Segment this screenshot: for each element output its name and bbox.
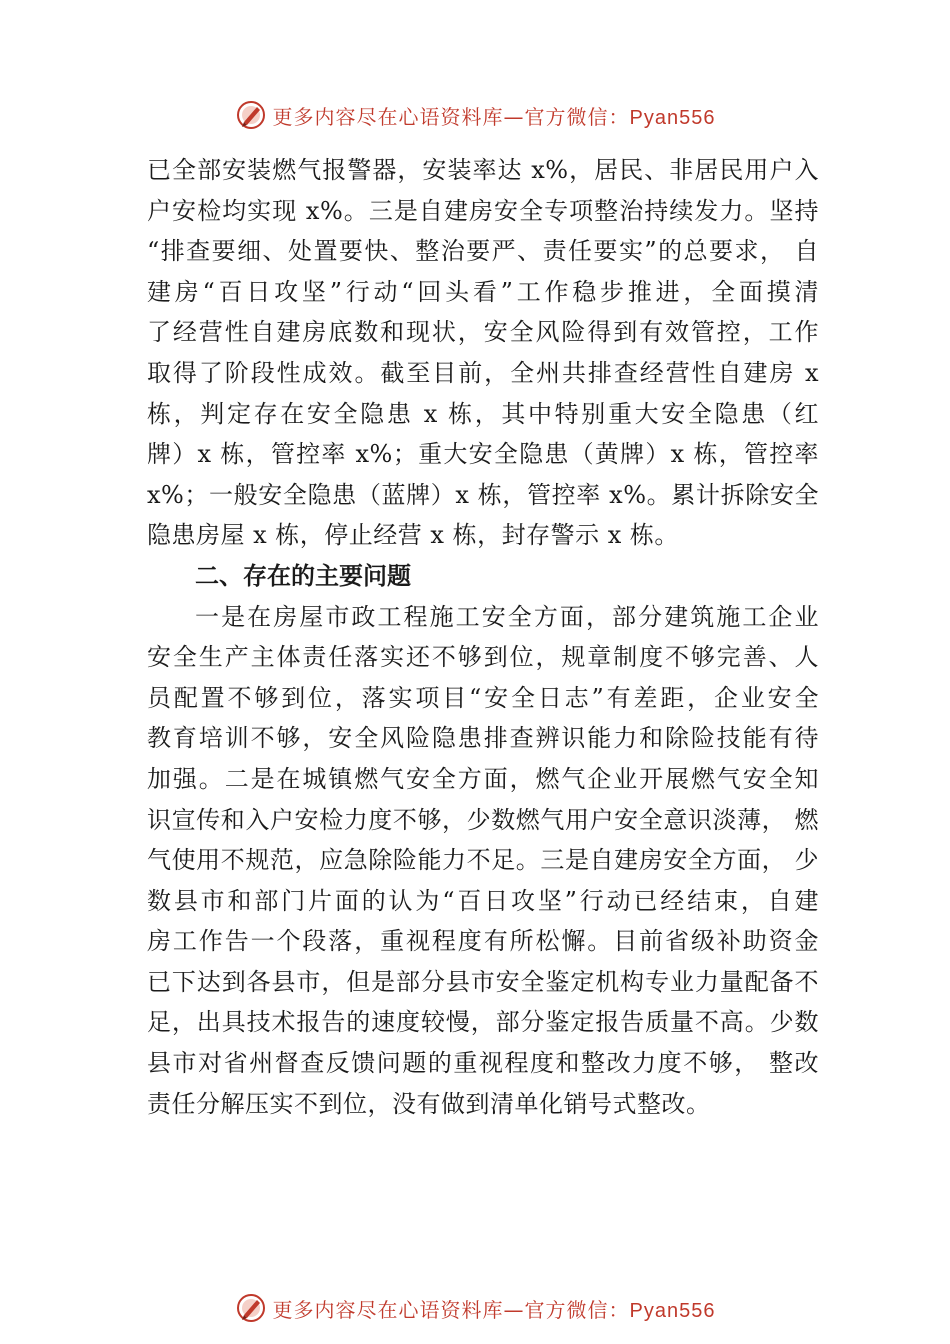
text-line: 员配置不够到位，落实项目“安全日志”有差距，企业安全 bbox=[147, 683, 819, 712]
banner-text: 更多内容尽在心语资料库—官方微信： bbox=[272, 104, 630, 129]
text-line: 责任分解压实不到位，没有做到清单化销号式整改。 bbox=[147, 1089, 711, 1118]
document-body bbox=[147, 150, 819, 1124]
wechat-id: Pyan556 bbox=[629, 106, 716, 129]
text-line: 已下达到各县市，但是部分县市安全鉴定机构专业力量配备不 bbox=[147, 967, 819, 996]
text-line: 教育培训不够，安全风险隐患排查辨识能力和除险技能有待 bbox=[147, 724, 819, 753]
text-line: 足，出具技术报告的速度较慢，部分鉴定报告质量不高。少数 bbox=[147, 1008, 819, 1037]
pen-logo-icon bbox=[235, 1292, 267, 1324]
text-line: 栋，判定存在安全隐患 x 栋，其中特别重大安全隐患（红 bbox=[147, 399, 819, 428]
text-line: 了经营性自建房底数和现状，安全风险得到有效管控，工作 bbox=[147, 318, 819, 347]
text-line: 加强。二是在城镇燃气安全方面，燃气企业开展燃气安全知 bbox=[147, 764, 819, 793]
paragraph-problems bbox=[147, 597, 819, 1125]
text-line: x%；一般安全隐患（蓝牌）x 栋，管控率 x%。累计拆除安全 bbox=[147, 480, 819, 509]
text-line: “排查要细、处置要快、整治要严、责任要实”的总要求， 自 bbox=[147, 237, 819, 266]
text-line: 气使用不规范，应急除险能力不足。三是自建房安全方面， 少 bbox=[147, 846, 819, 875]
text-line: 识宣传和入户安检力度不够，少数燃气用户安全意识淡薄， 燃 bbox=[147, 805, 819, 834]
banner-text: 更多内容尽在心语资料库—官方微信： bbox=[272, 1297, 630, 1322]
text-line: 牌）x 栋，管控率 x%；重大安全隐患（黄牌）x 栋，管控率 bbox=[147, 440, 819, 469]
text-line: 取得了阶段性成效。截至目前，全州共排查经营性自建房 x bbox=[147, 358, 819, 387]
text-line: 一是在房屋市政工程施工安全方面，部分建筑施工企业 bbox=[195, 602, 819, 631]
pen-logo-icon bbox=[235, 99, 267, 131]
text-line: 房工作告一个段落，重视程度有所松懈。目前省级补助资金 bbox=[147, 927, 819, 956]
header-banner bbox=[0, 95, 950, 135]
text-line: 数县市和部门片面的认为“百日攻坚”行动已经结束，自建 bbox=[147, 886, 819, 915]
text-line: 安全生产主体责任落实还不够到位，规章制度不够完善、人 bbox=[147, 643, 819, 672]
text-line: 隐患房屋 x 栋，停止经营 x 栋，封存警示 x 栋。 bbox=[147, 521, 679, 550]
text-line: 建房“百日攻坚”行动“回头看”工作稳步推进，全面摸清 bbox=[147, 277, 819, 306]
text-line: 县市对省州督查反馈问题的重视程度和整改力度不够， 整改 bbox=[147, 1049, 819, 1078]
wechat-id: Pyan556 bbox=[629, 1299, 716, 1322]
footer-banner bbox=[0, 1288, 950, 1328]
section-heading: 二、存在的主要问题 bbox=[195, 561, 411, 590]
text-line: 已全部安装燃气报警器，安装率达 x%，居民、非居民用户入 bbox=[147, 156, 819, 184]
paragraph-progress bbox=[147, 150, 819, 556]
text-line: 户安检均实现 x%。三是自建房安全专项整治持续发力。坚持 bbox=[147, 196, 819, 225]
